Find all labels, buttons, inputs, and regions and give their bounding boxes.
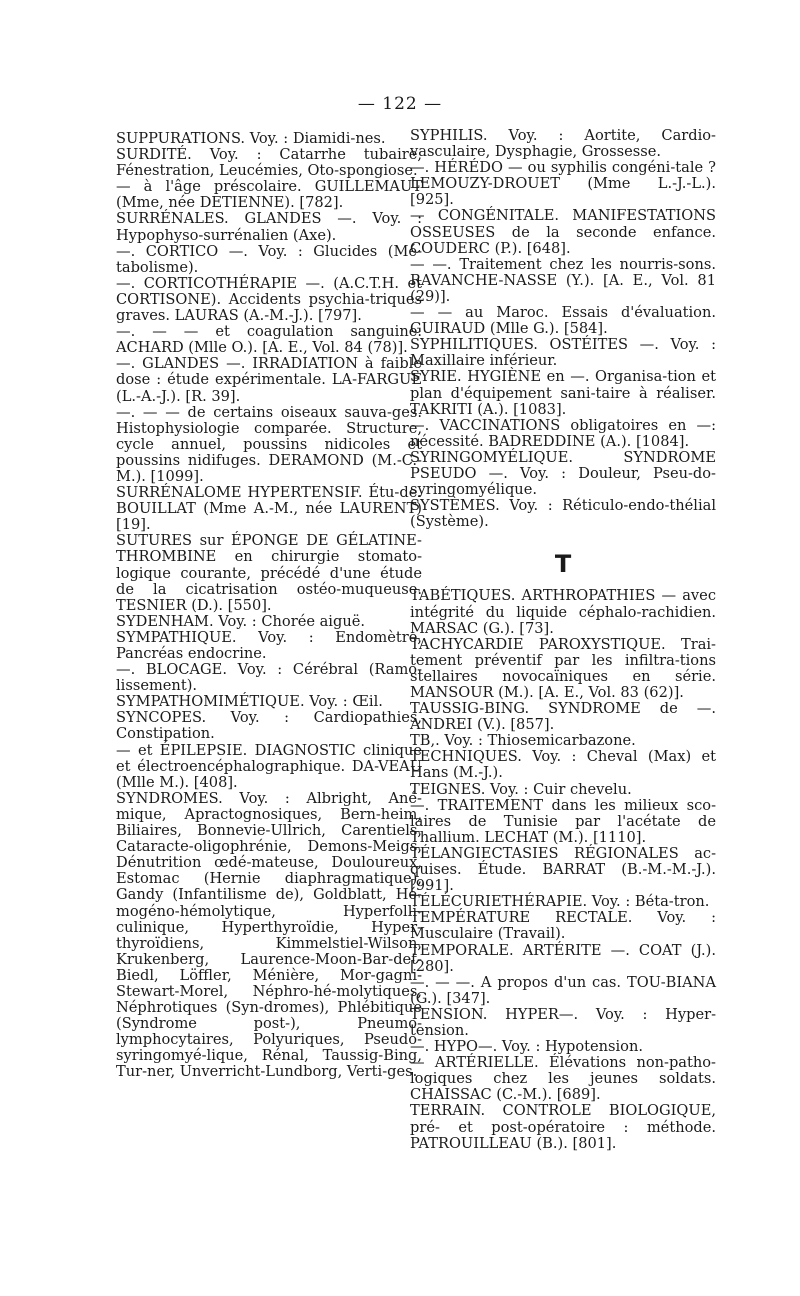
- index-entry: TECHNIQUES. Voy. : Cheval (Max) et Hans (M.-J.).: [410, 748, 716, 782]
- index-entry: SYMPATHIQUE. Voy. : Endomètre, Pancréas endocrine.: [116, 628, 422, 662]
- index-entry: TACHYCARDIE PAROXYSTIQUE. Trai-tement préventif par les infiltra-tions stellaires novocaïniques en série. MANSOUR (M.). [A. E., Vol. 83 (62)].: [410, 635, 716, 701]
- page-number: — 122 —: [357, 94, 443, 114]
- index-entry: TÉLANGIECTASIES RÉGIONALES ac-quises. Étude. BARRAT (B.-M.-M.-J.). [991].: [410, 844, 716, 895]
- index-entry: —. GLANDES —. IRRADIATION à faible dose : étude expérimentale. LA-FARGUE (L.-A.-J.). [R. 39].: [116, 355, 422, 405]
- index-entry: SYNDROMES. Voy. : Albright, Ané-mique, Apractognosiques, Bern-heim, Biliaires, Bonnevie-Ullrich, Carentiels, Cataracte-oligophrénie, Demons-Meigs, Dénutrition œdé-mateuse, Douloureux, Estomac (Hernie diaphragmatique), Gandy (Infantilisme de), Goldblatt, Hé-mogéno-hémolytique, Hyperfolli-culinique, Hyperthyroïdie, Hyper-thyroïdiens, Kimmelstiel-Wilson, Krukenberg, Laurence-Moon-Bar-det-Biedl, Löffler, Ménière, Mor-gagni-Stewart-Morel, Néphro-hé-molytiques, Néphrotiques (Syn-dromes), Phlébitique (Syndrome post-), Pneumo-lymphocytaires, Polyuriques, Pseudo-syringomyé-lique, Rénal, Taussig-Bing, Tur-ner, Unverricht-Lundborg, Verti-ges.: [116, 789, 422, 1081]
- index-entry: SURRÉNALOME HYPERTENSIF. Étu-de. BOUILLAT (Mme A.-M., née LAURENT) [19].: [116, 484, 422, 534]
- index-entry: SYSTÈMES. Voy. : Réticulo-endo-thélial (Système).: [410, 497, 716, 531]
- index-entry: —. TRAITEMENT dans les milieux sco-laires de Tunisie par l'acétate de Thallium. LECHAT (M.). [1110].: [410, 796, 716, 846]
- index-entry: — — au Maroc. Essais d'évaluation. GUIRAUD (Mlle G.). [584].: [410, 304, 716, 338]
- index-entry: —. CORTICO —. Voy. : Glucides (Mé-tabolisme).: [116, 242, 422, 276]
- index-entry: — à l'âge préscolaire. GUILLEMAUT (Mme, née DETIENNE). [782].: [116, 178, 422, 212]
- index-entry: —. CORTICOTHÉRAPIE —. (A.C.T.H. et CORTISONE). Accidents psychia-triques graves. LAURAS (A.-M.-J.). [797].: [116, 274, 422, 325]
- index-entry: —. — — et coagulation sanguine. ACHARD (Mlle O.). [A. E., Vol. 84 (78)].: [116, 323, 422, 357]
- index-entry: SYRIE. HYGIÈNE en —. Organisa-tion et plan d'équipement sani-taire à réaliser. TAKRITI (A.). [1083].: [410, 368, 716, 418]
- index-entry: SYMPATHOMIMÉTIQUE. Voy. : Œil.: [116, 693, 383, 711]
- index-entry: —. HYPO—. Voy. : Hypotension.: [410, 1038, 643, 1056]
- left-column: [116, 131, 422, 1081]
- index-entry: —. — — de certains oiseaux sauva-ges. Histophysiologie comparée. Structure, cycle annuel, poussins nidicoles et poussins nidifuges. DERAMOND (M.-C.-M.). [1099].: [116, 403, 422, 485]
- index-entry: SUPPURATIONS. Voy. : Diamidi-nes.: [116, 130, 386, 147]
- index-entry: TÉLÉCURIETHÉRAPIE. Voy. : Béta-tron.: [410, 893, 710, 911]
- index-entry: SYRINGOMYÉLIQUE. SYNDROME PSEUDO —. Voy. : Douleur, Pseu-do-syringomyélique.: [410, 448, 716, 499]
- index-entry: TAUSSIG-BING. SYNDROME de —. ANDREI (V.). [857].: [410, 700, 716, 734]
- index-entry: SURRÉNALES. GLANDES —. Voy. : Hypophyso-surrénalien (Axe).: [116, 210, 422, 244]
- section-letter-heading: T: [554, 550, 572, 579]
- index-entry: TEMPORALE. ARTÉRITE —. COAT (J.). [280].: [410, 941, 716, 975]
- index-entry: — CONGÉNITALE. MANIFESTATIONS OSSEUSES de la seconde enfance. COUDERC (P.). [648].: [410, 207, 716, 257]
- index-entry: TENSION. HYPER—. Voy. : Hyper-tension.: [410, 1005, 716, 1039]
- index-entry: SYNCOPES. Voy. : Cardiopathies, Constipation.: [116, 709, 422, 743]
- right-column: [410, 128, 716, 1152]
- index-entry: SYPHILIS. Voy. : Aortite, Cardio-vasculaire, Dysphagie, Grossesse.: [410, 127, 716, 161]
- index-entry: — et ÉPILEPSIE. DIAGNOSTIC clinique et électroencéphalographique. DA-VEAU (Mlle M.). [408].: [116, 741, 422, 791]
- index-entry: —. BLOCAGE. Voy. : Cérébral (Ramo-lissement).: [116, 661, 422, 695]
- index-entry: — ARTÉRIELLE. Élévations non-patho-logiques chez les jeunes soldats. CHAISSAC (C.-M.). [689].: [410, 1054, 716, 1104]
- index-entry: — —. Traitement chez les nourris-sons. RAVANCHE-NASSE (Y.). [A. E., Vol. 81 (29)].: [410, 255, 716, 305]
- index-entry: —. HÉRÉDO — ou syphilis congéni-tale ? LEMOUZY-DROUET (Mme L.-J.-L.). [925].: [410, 159, 716, 209]
- index-entry: TEIGNES. Voy. : Cuir chevelu.: [410, 780, 632, 798]
- index-entry: —. — —. A propos d'un cas. TOU-BIANA (G.). [347].: [410, 973, 716, 1007]
- index-entry: TB,. Voy. : Thiosemicarbazone.: [410, 732, 636, 750]
- index-entry: SUTURES sur ÉPONGE DE GÉLATINE-THROMBINE en chirurgie stomato-logique courante, précédé d'une étude de la cicatrisation ostéo-muqueuse. TESNIER (D.). [550].: [116, 532, 422, 614]
- index-entry: TEMPÉRATURE RECTALE. Voy. : Musculaire (Travail).: [410, 909, 716, 943]
- index-entry: SYDENHAM. Voy. : Chorée aiguë.: [116, 612, 365, 630]
- index-entry: TERRAIN. CONTROLE BIOLOGIQUE, pré- et post-opératoire : méthode. PATROUILLEAU (B.). [801].: [410, 1102, 716, 1152]
- index-entry: TABÉTIQUES. ARTHROPATHIES — avec intégrité du liquide céphalo-rachidien. MARSAC (G.). [73].: [410, 587, 716, 637]
- index-entry: SURDITÉ. Voy. : Catarrhe tubaire, Fénestration, Leucémies, Oto-spongiose.: [116, 146, 422, 180]
- index-entry: SYPHILITIQUES. OSTÉITES —. Voy. : Maxillaire inférieur.: [410, 336, 716, 370]
- index-entry: —. VACCINATIONS obligatoires en —: nécessité. BADREDDINE (A.). [1084].: [410, 416, 716, 450]
